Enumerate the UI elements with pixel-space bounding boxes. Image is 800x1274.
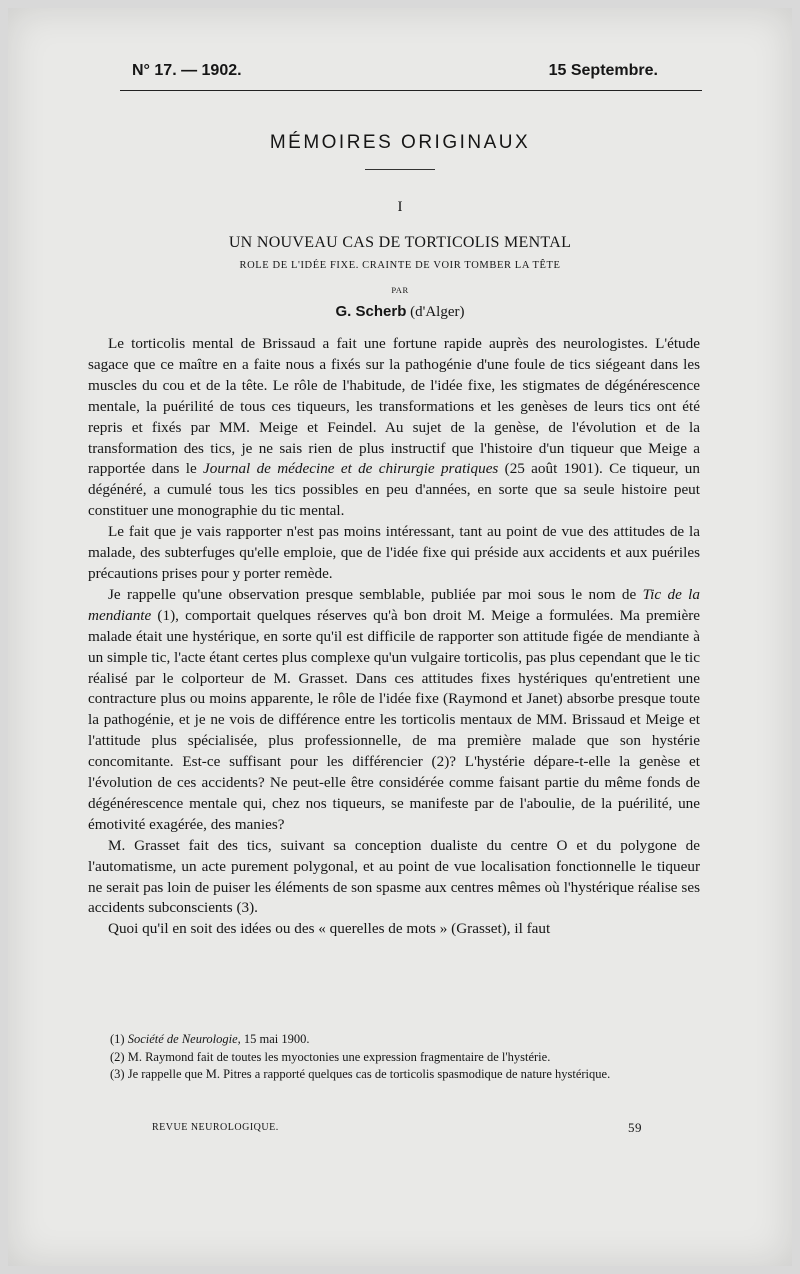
footnotes bbox=[90, 1032, 700, 1085]
article-numeral: I bbox=[397, 199, 403, 215]
footnote-1-number: (1) bbox=[110, 1032, 128, 1046]
section-title: MÉMOIRES ORIGINAUX bbox=[269, 132, 531, 153]
article-body bbox=[88, 334, 700, 940]
cited-title: Tic de la mendiante bbox=[88, 585, 700, 624]
paragraph-1-text-b: (25 août 1901). Ce tiqueur, un dégénéré, a cumulé tous les tics possibles en peu d'années, en sorte que sa seule histoire peut constituer une monographie du tic mental. bbox=[88, 460, 700, 520]
running-header bbox=[120, 60, 702, 91]
footnote-2: (2) M. Raymond fait de toutes les myoctonies une expression fragmentaire de l'hystérie. bbox=[110, 1049, 551, 1064]
paragraph-1-text-a: Le torticolis mental de Brissaud a fait une fortune rapide auprès des neurologistes. L'étude sagace que ce maître en a faite nous a fixés sur la pathogénie d'une foule de tics siégeant dans les muscles du cou et de la tête. Le rôle de l'habitude, de l'idée fixe, les stigmates de dégénérescence mentale, la puérilité de tous ces tiqueurs, les transformations et les genèses de leurs tics ont été repris et fixés par MM. Meige et Feindel. Au sujet de la genèse, de l'évolution et de la transformation des tics, je ne sais rien de plus instructif que l'histoire d'un tiqueur que Meige a rapportée dans le bbox=[88, 335, 700, 478]
paragraph-3 bbox=[88, 585, 700, 836]
author-name: G. Scherb bbox=[335, 303, 407, 320]
footnote-1 bbox=[90, 1032, 700, 1048]
paragraph-5: Quoi qu'il en soit des idées ou des « querelles de mots » (Grasset), il faut bbox=[108, 920, 551, 938]
issue-number: N° 17. — 1902. bbox=[132, 62, 242, 79]
footnote-3: (3) Je rappelle que M. Pitres a rapporté quelques cas de torticolis spasmodique de nature hystérique. bbox=[110, 1067, 611, 1082]
article-subtitle: ROLE DE L'IDÉE FIXE. CRAINTE DE VOIR TOMBER LA TÊTE bbox=[239, 260, 561, 271]
paragraph-4: M. Grasset fait des tics, suivant sa conception dualiste du centre O et du polygone de l'automatisme, un acte purement polygonal, et au point de vue localisation fonctionnelle le tiqueur ne serait pas loin de puiser les éléments de son spasme aux centres mêmes où l'hystérique réalise ses accidents subconscients (3). bbox=[88, 836, 700, 917]
title-divider bbox=[365, 169, 435, 170]
issue-date: 15 Septembre. bbox=[548, 62, 658, 79]
paragraph-1 bbox=[88, 334, 700, 522]
byline-par: PAR bbox=[391, 285, 409, 295]
article-title: UN NOUVEAU CAS DE TORTICOLIS MENTAL bbox=[228, 234, 572, 251]
paragraph-3-text-a: Je rappelle qu'une observation presque semblable, publiée par moi sous le nom de bbox=[108, 585, 643, 603]
page-number: 59 bbox=[628, 1120, 642, 1135]
journal-citation: Journal de médecine et de chirurgie pratiques bbox=[203, 460, 499, 478]
footnote-1-source: Société de Neurologie bbox=[127, 1032, 238, 1046]
author-line bbox=[8, 303, 792, 321]
author-place: (d'Alger) bbox=[410, 304, 465, 320]
paragraph-3-text-b: (1), comportait quelques réserves qu'à bon droit M. Meige a formulées. Ma première malade était une hystérique, en sorte qu'il est difficile de rapporter son attitude figée de mendiante à un simple tic, l'acte étant certes plus complexe qu'un vulgaire torticolis, pas plus cependant que le tic réalisé par le colporteur de M. Grasset. Dans ces attitudes fixes hystériques qu'entretient une contracture plus ou moins apparente, le rôle de l'idée fixe (Raymond et Janet) absorbe presque toute la pathogénie, et je ne vois de différence entre les torticolis mentaux de MM. Brissaud et Meige et l'attitude plus spécialisée, plus professionnelle, de ma première malade que son hystérie concomitante. Est-ce suffisant pour les différencier (2)? L'hystérie dépare-t-elle la genèse et l'évolution de ces accidents? Ne peut-elle être considérée comme faisant partie du même fonds de dégénérescence mentale qui, chez nos tiqueurs, se manifeste par de l'aboulie, de la puérilité, une émotivité exagérée, des manies? bbox=[88, 606, 700, 833]
paragraph-2: Le fait que je vais rapporter n'est pas moins intéressant, tant au point de vue des attitudes de la malade, des subterfuges qu'elle emploie, que de l'idée fixe qui préside aux accidents et aux puériles précautions prises pour y porter remède. bbox=[88, 523, 700, 582]
journal-name: REVUE NEUROLOGIQUE. bbox=[152, 1122, 279, 1133]
footnote-1-date: , 15 mai 1900. bbox=[237, 1032, 310, 1046]
journal-page bbox=[8, 8, 792, 1266]
